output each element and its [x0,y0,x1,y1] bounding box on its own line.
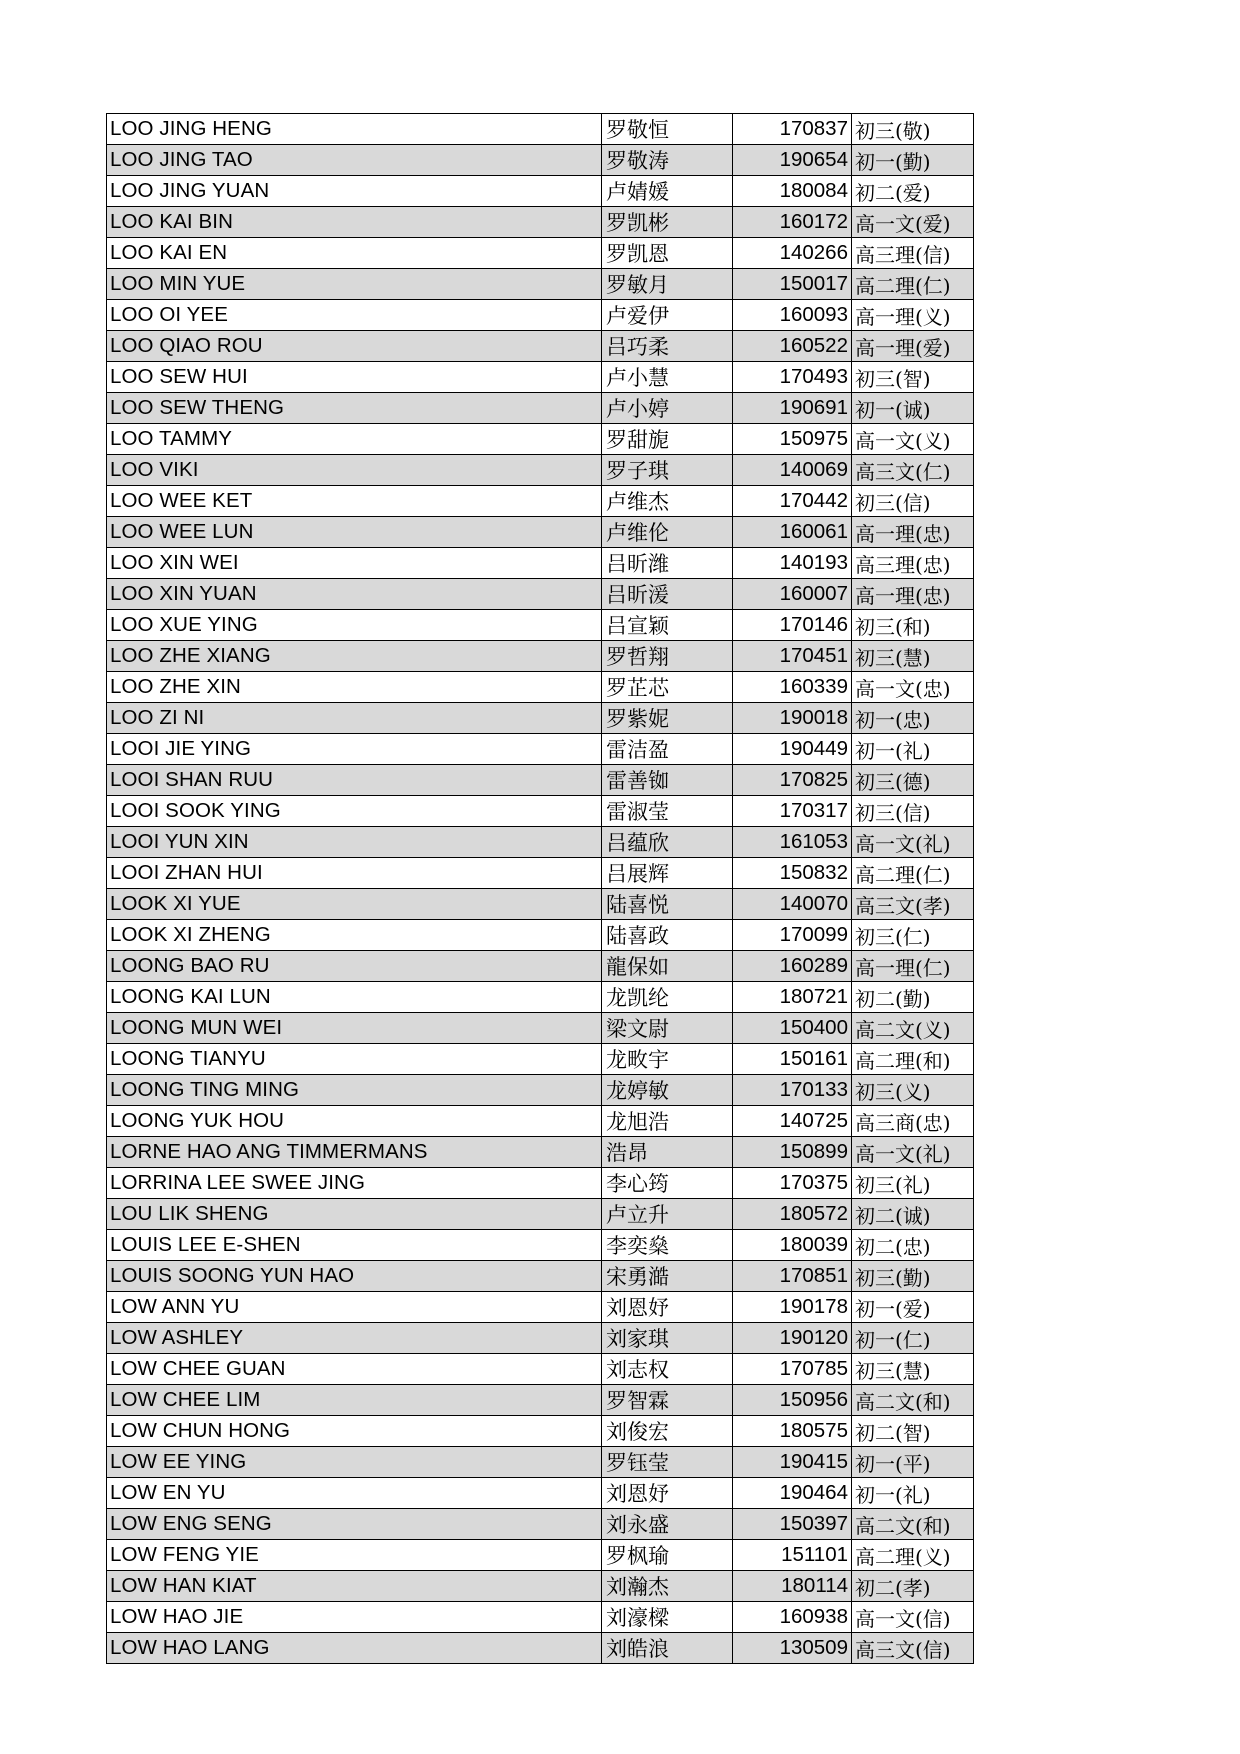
table-row [107,1447,974,1478]
student-name-cell: LOO SEW THENG [107,393,602,424]
student-name-cell: LOO JING TAO [107,145,602,176]
student-id-cell: 180721 [733,982,852,1013]
class-cell: 高一理(忠) [852,579,974,610]
table-row [107,1168,974,1199]
student-name-cell: LOO ZHE XIANG [107,641,602,672]
chinese-name-cell: 卢维杰 [602,486,733,517]
student-name-cell: LOO WEE KET [107,486,602,517]
student-name-cell: LOONG BAO RU [107,951,602,982]
student-id-cell: 190018 [733,703,852,734]
chinese-name-cell: 刘皓浪 [602,1633,733,1664]
student-id-cell: 170451 [733,641,852,672]
chinese-name-cell: 刘恩妤 [602,1292,733,1323]
class-cell: 高三文(信) [852,1633,974,1664]
student-name-cell: LOW ANN YU [107,1292,602,1323]
chinese-name-cell: 刘家琪 [602,1323,733,1354]
student-id-cell: 190415 [733,1447,852,1478]
chinese-name-cell: 刘瀚杰 [602,1571,733,1602]
chinese-name-cell: 李心筠 [602,1168,733,1199]
student-name-cell: LOO XUE YING [107,610,602,641]
student-name-cell: LOONG MUN WEI [107,1013,602,1044]
table-row [107,114,974,145]
table-row [107,765,974,796]
table-row [107,796,974,827]
chinese-name-cell: 罗甜旎 [602,424,733,455]
student-id-cell: 160007 [733,579,852,610]
student-name-cell: LOO WEE LUN [107,517,602,548]
chinese-name-cell: 吕宣颖 [602,610,733,641]
class-cell: 高一理(仁) [852,951,974,982]
table-row [107,362,974,393]
table-row [107,951,974,982]
student-name-cell: LOW CHUN HONG [107,1416,602,1447]
table-row [107,548,974,579]
chinese-name-cell: 罗枫瑜 [602,1540,733,1571]
class-cell: 初一(礼) [852,1478,974,1509]
student-name-cell: LOONG KAI LUN [107,982,602,1013]
chinese-name-cell: 吕蕴欣 [602,827,733,858]
student-name-cell: LOO KAI EN [107,238,602,269]
student-name-cell: LOO OI YEE [107,300,602,331]
table-row [107,331,974,362]
table-row [107,238,974,269]
student-name-cell: LOO ZI NI [107,703,602,734]
table-row [107,1106,974,1137]
student-name-cell: LOO SEW HUI [107,362,602,393]
chinese-name-cell: 卢维伦 [602,517,733,548]
table-row [107,1509,974,1540]
class-cell: 初二(孝) [852,1571,974,1602]
table-row [107,455,974,486]
chinese-name-cell: 罗凯彬 [602,207,733,238]
student-id-cell: 190654 [733,145,852,176]
chinese-name-cell: 浩昂 [602,1137,733,1168]
table-row [107,672,974,703]
chinese-name-cell: 卢小慧 [602,362,733,393]
chinese-name-cell: 龙旭浩 [602,1106,733,1137]
table-row [107,1013,974,1044]
class-cell: 初三(慧) [852,641,974,672]
student-name-cell: LOW ASHLEY [107,1323,602,1354]
student-name-cell: LOW CHEE LIM [107,1385,602,1416]
student-id-cell: 160289 [733,951,852,982]
student-id-cell: 170837 [733,114,852,145]
chinese-name-cell: 罗芷芯 [602,672,733,703]
table-row [107,1261,974,1292]
chinese-name-cell: 龙婷敏 [602,1075,733,1106]
class-cell: 高二文(义) [852,1013,974,1044]
student-name-cell: LOOI ZHAN HUI [107,858,602,889]
chinese-name-cell: 吕昕潍 [602,548,733,579]
student-id-cell: 160061 [733,517,852,548]
table-row [107,610,974,641]
table-row [107,1385,974,1416]
chinese-name-cell: 罗敬涛 [602,145,733,176]
student-name-cell: LOOI JIE YING [107,734,602,765]
table-row [107,1540,974,1571]
table-row [107,1323,974,1354]
student-name-cell: LOW FENG YIE [107,1540,602,1571]
class-cell: 高一理(忠) [852,517,974,548]
student-name-cell: LORNE HAO ANG TIMMERMANS [107,1137,602,1168]
chinese-name-cell: 雷淑莹 [602,796,733,827]
chinese-name-cell: 罗紫妮 [602,703,733,734]
chinese-name-cell: 罗凯恩 [602,238,733,269]
class-cell: 高二理(和) [852,1044,974,1075]
class-cell: 高三文(仁) [852,455,974,486]
table-row [107,827,974,858]
student-name-cell: LOOK XI YUE [107,889,602,920]
class-cell: 初二(勤) [852,982,974,1013]
table-row [107,579,974,610]
table-row [107,145,974,176]
class-cell: 初一(平) [852,1447,974,1478]
student-name-cell: LOONG TIANYU [107,1044,602,1075]
chinese-name-cell: 雷善铷 [602,765,733,796]
chinese-name-cell: 刘恩妤 [602,1478,733,1509]
chinese-name-cell: 刘俊宏 [602,1416,733,1447]
student-name-cell: LOOI YUN XIN [107,827,602,858]
table-row [107,641,974,672]
chinese-name-cell: 吕巧柔 [602,331,733,362]
table-row [107,889,974,920]
student-name-cell: LOOK XI ZHENG [107,920,602,951]
class-cell: 初三(智) [852,362,974,393]
chinese-name-cell: 龍保如 [602,951,733,982]
table-row [107,734,974,765]
student-id-cell: 160093 [733,300,852,331]
student-table-body [107,114,974,1664]
chinese-name-cell: 罗敬恒 [602,114,733,145]
class-cell: 高二理(仁) [852,858,974,889]
class-cell: 初三(和) [852,610,974,641]
student-name-cell: LOW HAO JIE [107,1602,602,1633]
class-cell: 高一理(义) [852,300,974,331]
chinese-name-cell: 梁文尉 [602,1013,733,1044]
student-id-cell: 150956 [733,1385,852,1416]
chinese-name-cell: 罗智霖 [602,1385,733,1416]
table-row [107,1602,974,1633]
student-name-cell: LOO TAMMY [107,424,602,455]
student-id-cell: 150397 [733,1509,852,1540]
table-row [107,1044,974,1075]
student-id-cell: 140266 [733,238,852,269]
student-id-cell: 170442 [733,486,852,517]
chinese-name-cell: 卢爱伊 [602,300,733,331]
table-row [107,1199,974,1230]
student-id-cell: 160522 [733,331,852,362]
chinese-name-cell: 刘永盛 [602,1509,733,1540]
table-row [107,1292,974,1323]
chinese-name-cell: 吕展辉 [602,858,733,889]
student-id-cell: 170133 [733,1075,852,1106]
student-id-cell: 150899 [733,1137,852,1168]
student-id-cell: 151101 [733,1540,852,1571]
chinese-name-cell: 陆喜政 [602,920,733,951]
student-name-cell: LOO XIN YUAN [107,579,602,610]
class-cell: 高二文(和) [852,1509,974,1540]
table-row [107,207,974,238]
student-id-cell: 190691 [733,393,852,424]
student-name-cell: LOO MIN YUE [107,269,602,300]
student-id-cell: 150832 [733,858,852,889]
chinese-name-cell: 罗钰莹 [602,1447,733,1478]
student-id-cell: 170785 [733,1354,852,1385]
chinese-name-cell: 卢立升 [602,1199,733,1230]
class-cell: 初一(诚) [852,393,974,424]
student-id-cell: 170851 [733,1261,852,1292]
table-row [107,1633,974,1664]
chinese-name-cell: 雷洁盈 [602,734,733,765]
student-name-cell: LOW ENG SENG [107,1509,602,1540]
class-cell: 初三(慧) [852,1354,974,1385]
class-cell: 初三(勤) [852,1261,974,1292]
table-row [107,176,974,207]
student-name-cell: LOO JING HENG [107,114,602,145]
class-cell: 初一(仁) [852,1323,974,1354]
class-cell: 初三(信) [852,486,974,517]
chinese-name-cell: 吕昕湲 [602,579,733,610]
student-id-cell: 190178 [733,1292,852,1323]
table-row [107,1075,974,1106]
class-cell: 初一(爱) [852,1292,974,1323]
student-id-cell: 170825 [733,765,852,796]
student-id-cell: 160938 [733,1602,852,1633]
student-id-cell: 150400 [733,1013,852,1044]
student-id-cell: 190449 [733,734,852,765]
chinese-name-cell: 刘濠樑 [602,1602,733,1633]
student-name-cell: LOW HAN KIAT [107,1571,602,1602]
table-row [107,486,974,517]
student-id-cell: 150975 [733,424,852,455]
student-name-cell: LOONG YUK HOU [107,1106,602,1137]
student-name-cell: LOW HAO LANG [107,1633,602,1664]
chinese-name-cell: 龙畋宇 [602,1044,733,1075]
class-cell: 初二(诚) [852,1199,974,1230]
student-table [106,113,974,1664]
table-row [107,1230,974,1261]
table-row [107,982,974,1013]
class-cell: 初一(勤) [852,145,974,176]
table-row [107,1137,974,1168]
student-name-cell: LORRINA LEE SWEE JING [107,1168,602,1199]
student-name-cell: LOO VIKI [107,455,602,486]
student-id-cell: 180114 [733,1571,852,1602]
class-cell: 初二(爱) [852,176,974,207]
student-id-cell: 160339 [733,672,852,703]
student-id-cell: 180084 [733,176,852,207]
class-cell: 高三文(孝) [852,889,974,920]
chinese-name-cell: 卢小婷 [602,393,733,424]
chinese-name-cell: 李奕燊 [602,1230,733,1261]
chinese-name-cell: 罗敏月 [602,269,733,300]
student-id-cell: 170317 [733,796,852,827]
student-id-cell: 140193 [733,548,852,579]
student-name-cell: LOO JING YUAN [107,176,602,207]
student-name-cell: LOO QIAO ROU [107,331,602,362]
student-id-cell: 140069 [733,455,852,486]
table-row [107,858,974,889]
student-id-cell: 190120 [733,1323,852,1354]
student-id-cell: 140725 [733,1106,852,1137]
student-name-cell: LOW EN YU [107,1478,602,1509]
chinese-name-cell: 刘志权 [602,1354,733,1385]
chinese-name-cell: 陆喜悦 [602,889,733,920]
table-row [107,424,974,455]
class-cell: 高一文(爱) [852,207,974,238]
student-name-cell: LOO ZHE XIN [107,672,602,703]
student-name-cell: LOO XIN WEI [107,548,602,579]
table-row [107,703,974,734]
table-row [107,393,974,424]
class-cell: 高二理(义) [852,1540,974,1571]
student-id-cell: 150017 [733,269,852,300]
class-cell: 高一文(义) [852,424,974,455]
class-cell: 高二文(和) [852,1385,974,1416]
table-row [107,1478,974,1509]
student-name-cell: LOW CHEE GUAN [107,1354,602,1385]
student-id-cell: 130509 [733,1633,852,1664]
class-cell: 初二(智) [852,1416,974,1447]
class-cell: 高一文(信) [852,1602,974,1633]
chinese-name-cell: 罗子琪 [602,455,733,486]
table-row [107,269,974,300]
chinese-name-cell: 宋勇澔 [602,1261,733,1292]
student-name-cell: LOW EE YING [107,1447,602,1478]
class-cell: 初三(德) [852,765,974,796]
class-cell: 初一(礼) [852,734,974,765]
student-id-cell: 150161 [733,1044,852,1075]
class-cell: 初三(仁) [852,920,974,951]
class-cell: 高一文(礼) [852,827,974,858]
chinese-name-cell: 龙凯纶 [602,982,733,1013]
class-cell: 高一文(忠) [852,672,974,703]
student-id-cell: 180572 [733,1199,852,1230]
class-cell: 高一理(爱) [852,331,974,362]
table-row [107,300,974,331]
class-cell: 初一(忠) [852,703,974,734]
student-name-cell: LOOI SHAN RUU [107,765,602,796]
student-id-cell: 170493 [733,362,852,393]
chinese-name-cell: 卢婧媛 [602,176,733,207]
student-id-cell: 161053 [733,827,852,858]
student-name-cell: LOU LIK SHENG [107,1199,602,1230]
student-id-cell: 170099 [733,920,852,951]
table-row [107,1571,974,1602]
class-cell: 初二(忠) [852,1230,974,1261]
class-cell: 高一文(礼) [852,1137,974,1168]
chinese-name-cell: 罗哲翔 [602,641,733,672]
table-row [107,920,974,951]
student-id-cell: 170146 [733,610,852,641]
student-name-cell: LOO KAI BIN [107,207,602,238]
class-cell: 高三商(忠) [852,1106,974,1137]
student-name-cell: LOUIS LEE E-SHEN [107,1230,602,1261]
table-row [107,517,974,548]
student-id-cell: 170375 [733,1168,852,1199]
student-id-cell: 180039 [733,1230,852,1261]
table-row [107,1354,974,1385]
student-name-cell: LOOI SOOK YING [107,796,602,827]
student-id-cell: 140070 [733,889,852,920]
class-cell: 高二理(仁) [852,269,974,300]
class-cell: 初三(礼) [852,1168,974,1199]
class-cell: 初三(敬) [852,114,974,145]
class-cell: 高三理(忠) [852,548,974,579]
student-name-cell: LOUIS SOONG YUN HAO [107,1261,602,1292]
student-id-cell: 180575 [733,1416,852,1447]
student-name-cell: LOONG TING MING [107,1075,602,1106]
class-cell: 初三(信) [852,796,974,827]
class-cell: 初三(义) [852,1075,974,1106]
student-id-cell: 190464 [733,1478,852,1509]
class-cell: 高三理(信) [852,238,974,269]
student-id-cell: 160172 [733,207,852,238]
table-row [107,1416,974,1447]
